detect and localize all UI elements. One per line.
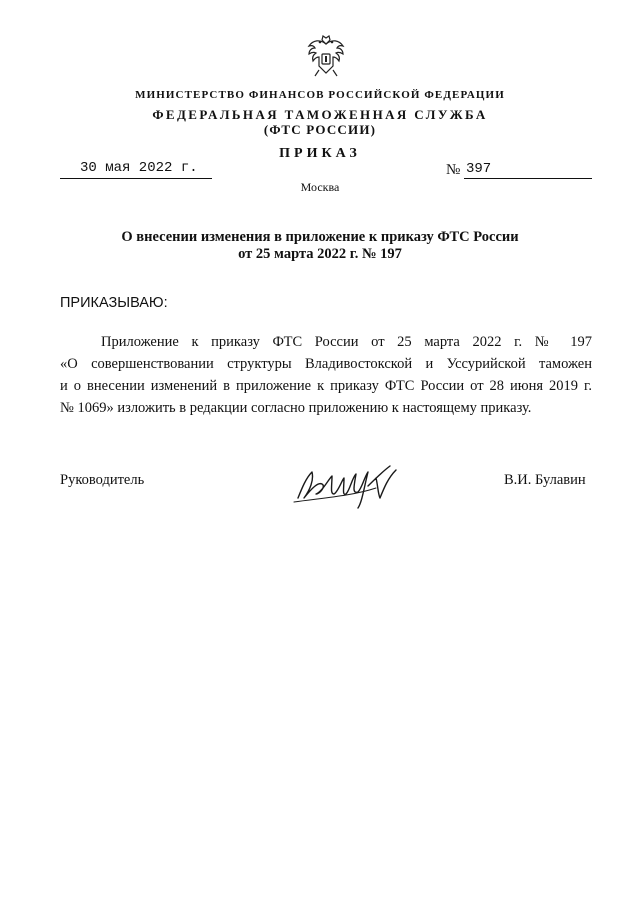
body-line: Приложение к приказу ФТС России от 25 марта 2022 г. № 197 (101, 334, 592, 350)
handwritten-signature-icon (292, 458, 404, 510)
body-line: и о внесении изменений в приложение к приказу ФТС России от 28 июня 2019 г. (60, 378, 592, 394)
service-name: ФЕДЕРАЛЬНАЯ ТАМОЖЕННАЯ СЛУЖБА (152, 107, 488, 122)
ministry-name: МИНИСТЕРСТВО ФИНАНСОВ РОССИЙСКОЙ ФЕДЕРАЦИИ (135, 89, 505, 101)
document-title-line1: О внесении изменения в приложение к приказу ФТС России (121, 229, 519, 245)
service-abbreviation: (ФТС РОССИИ) (263, 122, 377, 137)
body-line: «О совершенствовании структуры Владивостокской и Уссурийской таможен (60, 356, 592, 372)
document-date: 30 мая 2022 г. (80, 160, 198, 176)
signer-role: Руководитель (60, 472, 145, 488)
double-headed-eagle-emblem-icon (301, 30, 351, 80)
number-label: № (446, 162, 461, 178)
body-line: № 1069» изложить в редакции согласно приложению к настоящему приказу. (60, 400, 532, 416)
number-underline (464, 176, 592, 179)
document-type: ПРИКАЗ (279, 146, 361, 161)
document-title-line2: от 25 марта 2022 г. № 197 (238, 246, 402, 262)
order-body (60, 331, 592, 419)
order-word: ПРИКАЗЫВАЮ: (60, 295, 168, 311)
document-number: 397 (466, 161, 492, 177)
signer-name: В.И. Булавин (504, 472, 586, 488)
date-underline (60, 176, 212, 179)
city: Москва (300, 180, 340, 194)
